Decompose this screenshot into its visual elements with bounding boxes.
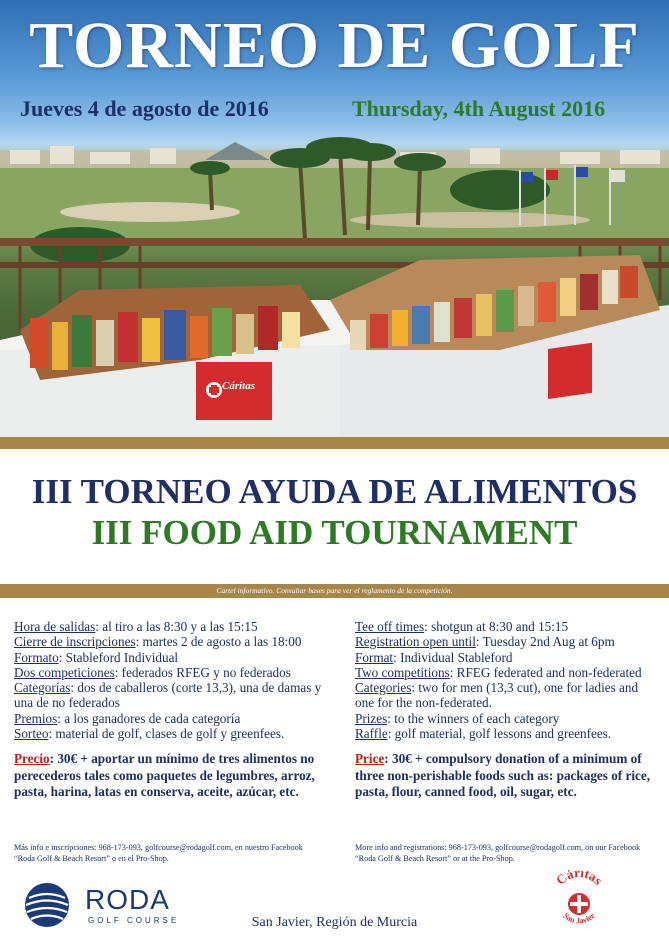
- detail-label: Categories: [355, 680, 412, 696]
- detail-label: Prizes: [355, 710, 388, 726]
- roda-subtitle: GOLF COURSE: [88, 916, 180, 925]
- detail-label: Categorías: [14, 680, 71, 696]
- detail-label: Sorteo: [14, 726, 49, 742]
- food-donation-photo: [0, 0, 669, 437]
- price-text: : 30€ + aportar un mínimo de tres alimentos no perecederos tales como paquetes de legumbres, arroz, pasta, harina, latas en conserva, aceite, azúcar, etc.: [14, 751, 315, 799]
- detail-row: [355, 665, 660, 680]
- contact-info-english: More info and registrations: 968-173-093, golfcourse@rodagolf.com, on our Facebook “Roda Golf & Beach Resort” or at the Pro-Shop.: [355, 843, 641, 863]
- detail-label: Dos competiciones: [14, 664, 115, 680]
- location-text: San Javier, Región de Murcia: [251, 915, 418, 930]
- caritas-logo-top-text: Cáritas: [552, 870, 606, 888]
- details-spanish: [14, 619, 339, 741]
- detail-row: [14, 650, 339, 665]
- detail-row: [14, 665, 339, 680]
- detail-text: : golf material, golf lessons and greenfees.: [387, 726, 612, 742]
- detail-label: Cierre de inscripciones: [14, 634, 136, 650]
- detail-row: [14, 619, 339, 634]
- detail-text: : to the winners of each category: [387, 710, 560, 726]
- detail-text: : federados RFEG y no federados: [114, 664, 291, 680]
- headline-spanish: III TORNEO AYUDA DE ALIMENTOS: [31, 472, 638, 511]
- detail-row: [14, 634, 339, 649]
- detail-label: Two competitions: [355, 664, 450, 680]
- detail-text: : material de golf, clases de golf y greenfees.: [48, 726, 285, 742]
- date-spanish: Jueves 4 de agosto de 2016: [20, 96, 269, 121]
- detail-text: : shotgun at 8:30 and 15:15: [424, 619, 569, 634]
- price-label: Precio: [14, 751, 50, 766]
- detail-row: [14, 726, 339, 741]
- detail-label: Tee off times: [355, 619, 425, 634]
- svg-text:Cáritas: [553, 870, 606, 888]
- detail-label: Premios: [14, 710, 58, 726]
- detail-text: : al tiro a las 8:30 y a las 15:15: [95, 619, 258, 634]
- price-english: [355, 751, 665, 801]
- detail-text: : RFEG federated and non-federated: [449, 664, 642, 680]
- details-english: [355, 619, 660, 741]
- headline-english: III FOOD AID TOURNAMENT: [91, 513, 578, 552]
- detail-row: [355, 619, 660, 634]
- detail-row: [14, 680, 339, 711]
- detail-row: [355, 726, 660, 741]
- info-note-bar: Cartel informativo. Consultar bases para ver el reglamento de la competición.: [0, 584, 669, 598]
- caritas-cross-icon: [548, 870, 610, 935]
- price-text: : 30€ + compulsory donation of a minimum of three non-perishable foods such as: packages of rice, pasta, flour, canned food, oil, sugar, etc.: [355, 751, 651, 799]
- detail-text: : two for men (13,3 cut), one for ladies and one for the non-federated.: [355, 680, 639, 711]
- price-label: Price: [355, 751, 385, 766]
- detail-row: [14, 711, 339, 726]
- detail-label: Registration open until: [355, 634, 476, 650]
- detail-label: Formato: [14, 649, 59, 665]
- roda-wordmark: RODA: [85, 884, 170, 915]
- caritas-logo-bottom-text: San Javier: [561, 911, 597, 926]
- detail-text: : a los ganadores de cada categoría: [57, 710, 241, 726]
- page-title: TORNEO DE GOLF: [29, 9, 640, 82]
- detail-label: Raffle: [355, 726, 388, 742]
- detail-row: [355, 650, 660, 665]
- contact-info-spanish: Más info e inscripciones: 968-173-093, golfcourse@rodagolf.com, en nuestro Facebook “Roda Golf & Beach Resort” o en el Pro-Shop.: [14, 843, 303, 863]
- detail-text: : Stableford Individual: [58, 649, 179, 665]
- detail-row: [355, 634, 660, 649]
- caritas-banner-text: Cáritas: [222, 380, 256, 392]
- detail-label: Hora de salidas: [14, 619, 96, 634]
- detail-row: [355, 711, 660, 726]
- detail-text: : martes 2 de agosto a las 18:00: [135, 634, 302, 650]
- caritas-logo: [548, 870, 610, 935]
- detail-text: : Individual Stableford: [393, 649, 513, 665]
- detail-text: : dos de caballeros (corte 13,3), una de damas y una de no federados: [14, 680, 322, 711]
- divider-bar: [0, 437, 669, 449]
- date-english: Thursday, 4th August 2016: [352, 96, 606, 121]
- detail-text: : Tuesday 2nd Aug at 6pm: [475, 634, 615, 650]
- price-spanish: [14, 751, 339, 801]
- detail-label: Format: [355, 649, 394, 665]
- detail-row: [355, 680, 660, 711]
